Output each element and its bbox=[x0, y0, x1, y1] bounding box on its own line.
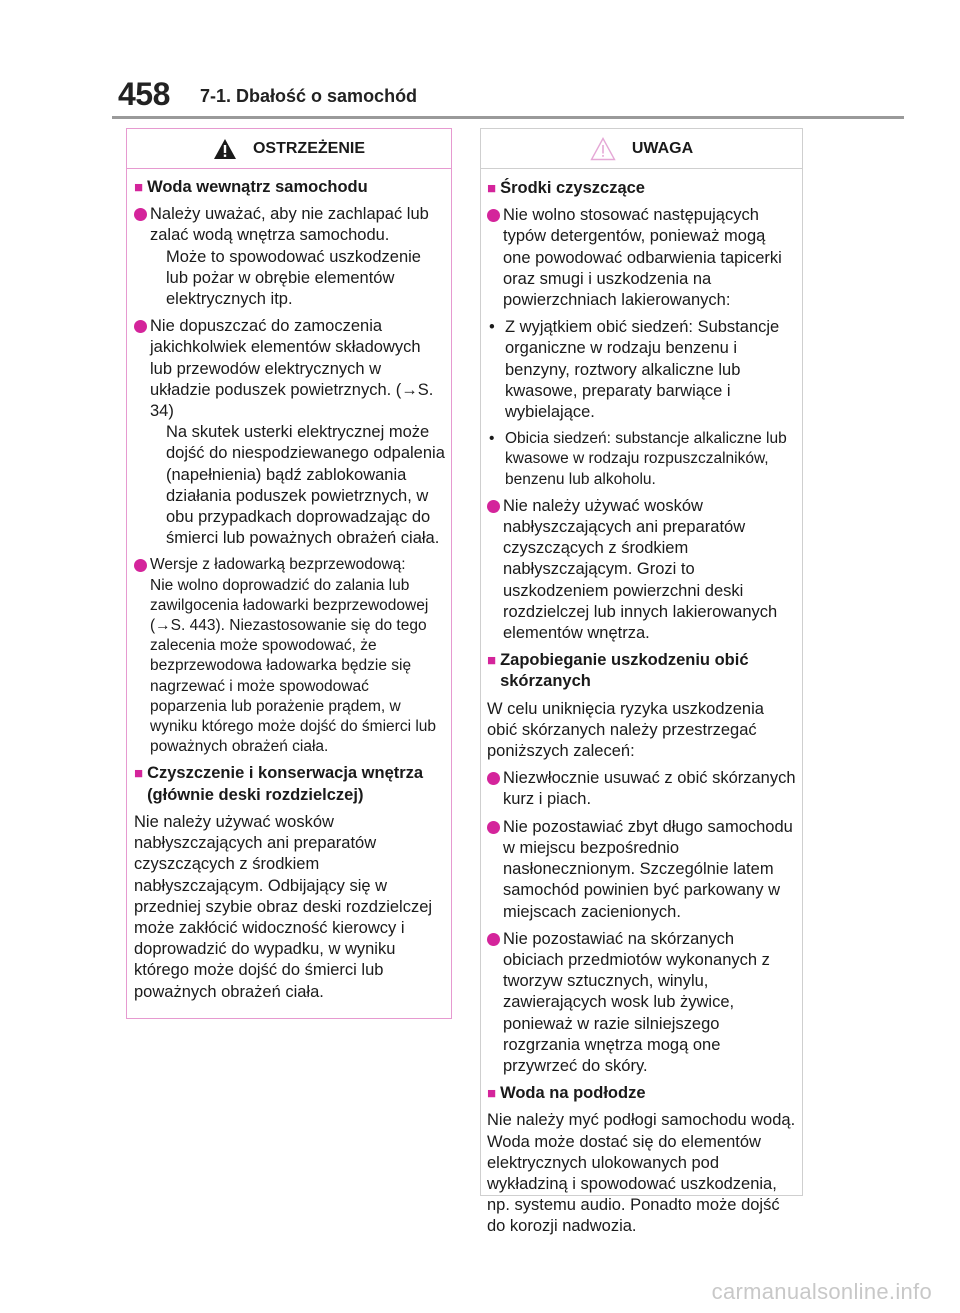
paragraph: Nie należy myć podłogi samochodu wodą. Woda może dostać się do elementów elektrycznych ulokowanych pod wykładziną i spowodować uszkodzenia, np. systemu audio. Ponadto może dojść do korozji nadwozia. bbox=[487, 1111, 796, 1236]
list-item: Niezwłocznie usuwać z obić skórzanych kurz i piach. bbox=[487, 768, 796, 810]
list-item: Nie pozostawiać zbyt długo samochodu w miejscu bezpośrednio nasłonecznionym. Szczególnie latem samochód powinien być parkowany w miejscach zacienionych. bbox=[487, 817, 796, 923]
square-bullet-icon: ■ bbox=[487, 652, 497, 670]
list-item: Wersje z ładowarką bezprzewodową: Nie wolno doprowadzić do zalania lub zawilgocenia ładowarki bezprzewodowej (→S. 443). Niezastosowanie się do tego zalecenia może spowodować, że bezprzewodowa ładowarka będzie się nagrzewać i może spowodować poparzenia lub porażenie prądem, w wyniku którego może dojść do śmierci lub poważnych obrażeń ciała. bbox=[134, 555, 445, 757]
notice-box-title: UWAGA bbox=[631, 139, 694, 157]
warning-box-title: OSTRZEŻENIE bbox=[252, 139, 365, 157]
subheading: ■ Woda na podłodze bbox=[487, 1083, 796, 1104]
square-bullet-icon: ■ bbox=[487, 180, 497, 197]
circle-bullet-icon bbox=[134, 320, 147, 333]
subheading: ■ Środki czyszczące bbox=[487, 178, 796, 199]
circle-bullet-icon bbox=[487, 772, 500, 785]
square-bullet-icon: ■ bbox=[134, 179, 144, 196]
subheading: ■ Czyszczenie i konserwacja wnętrza (głównie deski rozdzielczej) bbox=[134, 763, 445, 805]
circle-bullet-icon bbox=[134, 208, 147, 221]
bullet-dot-icon: • bbox=[489, 318, 495, 337]
list-item: • Z wyjątkiem obić siedzeń: Substancje organiczne w rodzaju benzenu i benzyny, roztwory alkaliczne lub kwasowe, preparaty barwiące i wybielające. bbox=[487, 317, 796, 423]
list-item: Nie należy używać wosków nabłyszczających ani preparatów czyszczących z środkiem nabłyszczającym. Grozi to uszkodzeniem powierzchni deski rozdzielczej lub innych lakierowanych elementów wnętrza. bbox=[487, 496, 796, 644]
page-number: 458 bbox=[118, 76, 170, 112]
section-title: 7-1. Dbałość o samochód bbox=[200, 86, 418, 106]
circle-bullet-icon bbox=[487, 209, 500, 222]
circle-bullet-icon bbox=[134, 559, 147, 572]
warning-box bbox=[126, 128, 452, 1019]
bullet-dot-icon: • bbox=[489, 430, 495, 448]
square-bullet-icon: ■ bbox=[134, 765, 144, 783]
circle-bullet-icon bbox=[487, 500, 500, 513]
paragraph: Nie należy używać wosków nabłyszczających ani preparatów czyszczących z środkiem nabłyszczającym. Odbijający się w przedniej szybie obraz deski rozdzielczej może zakłócić widoczność kierowcy i doprowadzić do wypadku, w wyniku którego może dojść do śmierci lub poważnych obrażeń ciała. bbox=[134, 812, 433, 1001]
list-item: Należy uważać, aby nie zachlapać lub zalać wodą wnętrza samochodu. Może to spowodować uszkodzenie lub pożar w obrębie elementów elektrycznych itp. bbox=[134, 204, 445, 310]
notice-box bbox=[480, 128, 803, 1236]
watermark: carmanualsonline.info bbox=[711, 1279, 932, 1304]
list-item: • Obicia siedzeń: substancje alkaliczne lub kwasowe w rodzaju rozpuszczalników, benzenu lub alkoholu. bbox=[487, 429, 796, 490]
notice-box-header bbox=[481, 129, 802, 169]
page-header bbox=[0, 0, 960, 120]
header-rule bbox=[112, 116, 904, 119]
subheading: ■ Zapobieganie uszkodzeniu obić skórzanych bbox=[487, 650, 796, 692]
list-item: Nie wolno stosować następujących typów detergentów, ponieważ mogą one powodować odbarwienia tapicerki oraz smugi i uszkodzenia na powierzchniach lakierowanych: bbox=[487, 205, 796, 311]
list-item: Nie pozostawiać na skórzanych obiciach przedmiotów wykonanych z tworzyw sztucznych, winylu, zawierających wosk lub żywice, ponieważ w razie silniejszego rozgrzania wnętrza mogą one przywrzeć do skóry. bbox=[487, 929, 796, 1077]
warning-outline-icon bbox=[590, 137, 616, 161]
warning-box-header bbox=[127, 129, 451, 169]
list-item: Nie dopuszczać do zamoczenia jakichkolwiek elementów składowych lub przewodów elektrycznych w układzie poduszek powietrznych. (→S. 34) Na skutek usterki elektrycznej może dojść do niespodziewanego odpalenia (napełnienia) bądź zablokowania działania poduszek powietrznych, w obu przypadkach doprowadzając do śmierci lub poważnych obrażeń ciała. bbox=[134, 316, 445, 549]
paragraph: W celu uniknięcia ryzyka uszkodzenia obić skórzanych należy przestrzegać poniższych zaleceń: bbox=[487, 699, 764, 761]
square-bullet-icon: ■ bbox=[487, 1085, 497, 1103]
circle-bullet-icon bbox=[487, 933, 500, 946]
subheading: ■ Woda wewnątrz samochodu bbox=[134, 177, 445, 198]
circle-bullet-icon bbox=[487, 821, 500, 834]
warning-icon bbox=[213, 138, 237, 160]
